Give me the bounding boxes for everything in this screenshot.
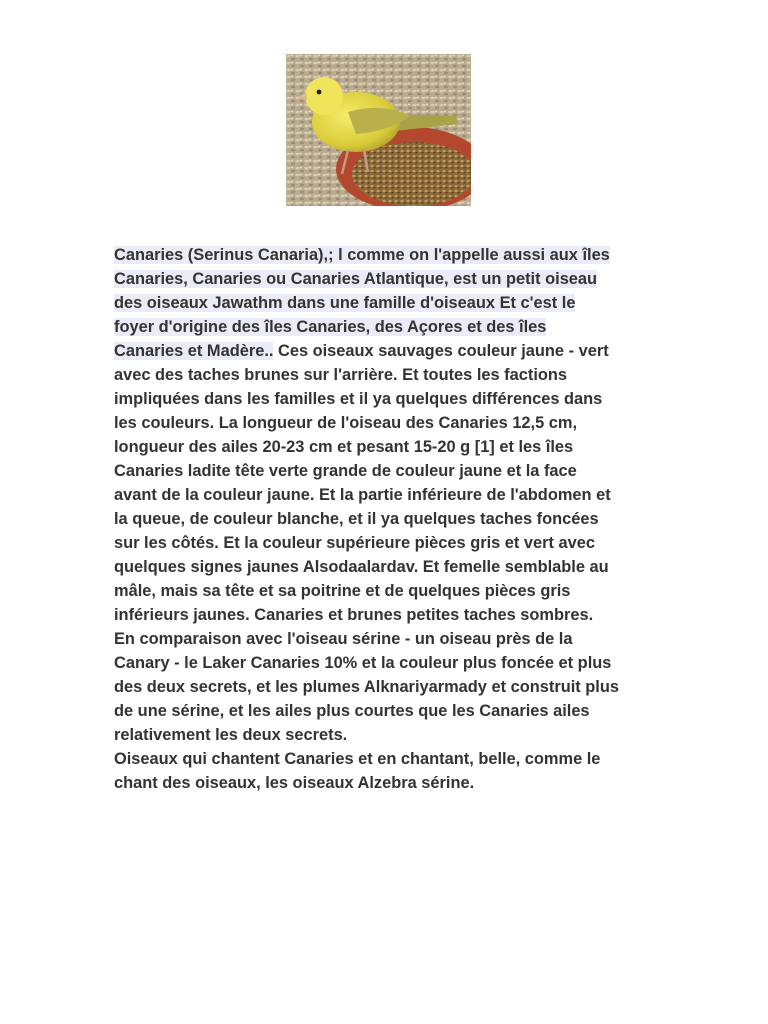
text-line-6: avec des taches brunes sur l'arrière. Et toutes les factions xyxy=(114,366,568,384)
text-line-16: inférieurs jaunes. Canaries et brunes petites taches sombres. xyxy=(114,606,594,624)
text-line-18: Canary - le Laker Canaries 10% et la couleur plus foncée et plus xyxy=(114,654,612,672)
text-line-20: de une sérine, et les ailes plus courtes que les Canaries ailes xyxy=(114,702,590,720)
text-line-7: impliquées dans les familles et il ya quelques différences dans xyxy=(114,390,603,408)
text-line-5 xyxy=(114,339,664,363)
text-line-22: Oiseaux qui chantent Canaries et en chantant, belle, comme le xyxy=(114,750,601,768)
highlighted-text: des oiseaux Jawathm dans une famille d'oiseaux Et c'est le xyxy=(114,294,576,312)
text-line-12: la queue, de couleur blanche, et il ya quelques taches foncées xyxy=(114,510,599,528)
text-line-3 xyxy=(114,291,664,315)
article-text xyxy=(114,243,664,795)
text-line-4 xyxy=(114,315,664,339)
text-line-21: relativement les deux secrets. xyxy=(114,726,348,744)
highlighted-text: Canaries et Madère.. xyxy=(114,342,274,360)
text-line-8: les couleurs. La longueur de l'oiseau des Canaries 12,5 cm, xyxy=(114,414,578,432)
highlighted-text: Canaries, Canaries ou Canaries Atlantique, est un petit oiseau xyxy=(114,270,598,288)
highlighted-text: foyer d'origine des îles Canaries, des Açores et des îles xyxy=(114,318,547,336)
highlighted-text: Canaries (Serinus Canaria),; l comme on l'appelle aussi aux îles xyxy=(114,246,610,264)
text-line-2 xyxy=(114,267,664,291)
text-line-10: Canaries ladite tête verte grande de couleur jaune et la face xyxy=(114,462,577,480)
text-fragment: Ces oiseaux sauvages couleur jaune - vert xyxy=(273,342,609,360)
text-line-11: avant de la couleur jaune. Et la partie inférieure de l'abdomen et xyxy=(114,486,611,504)
text-line-15: mâle, mais sa tête et sa poitrine et de quelques pièces gris xyxy=(114,582,571,600)
canary-photo xyxy=(286,54,471,206)
text-line-13: sur les côtés. Et la couleur supérieure pièces gris et vert avec xyxy=(114,534,596,552)
text-line-1 xyxy=(114,243,664,267)
text-line-9: longueur des ailes 20-23 cm et pesant 15-20 g [1] et les îles xyxy=(114,438,574,456)
text-line-17: En comparaison avec l'oiseau sérine - un oiseau près de la xyxy=(114,630,573,648)
text-line-14: quelques signes jaunes Alsodaalardav. Et femelle semblable au xyxy=(114,558,609,576)
text-line-23: chant des oiseaux, les oiseaux Alzebra sérine. xyxy=(114,774,475,792)
text-line-19: des deux secrets, et les plumes Alknariyarmady et construit plus xyxy=(114,678,619,696)
yellow-canary-icon xyxy=(286,54,471,206)
